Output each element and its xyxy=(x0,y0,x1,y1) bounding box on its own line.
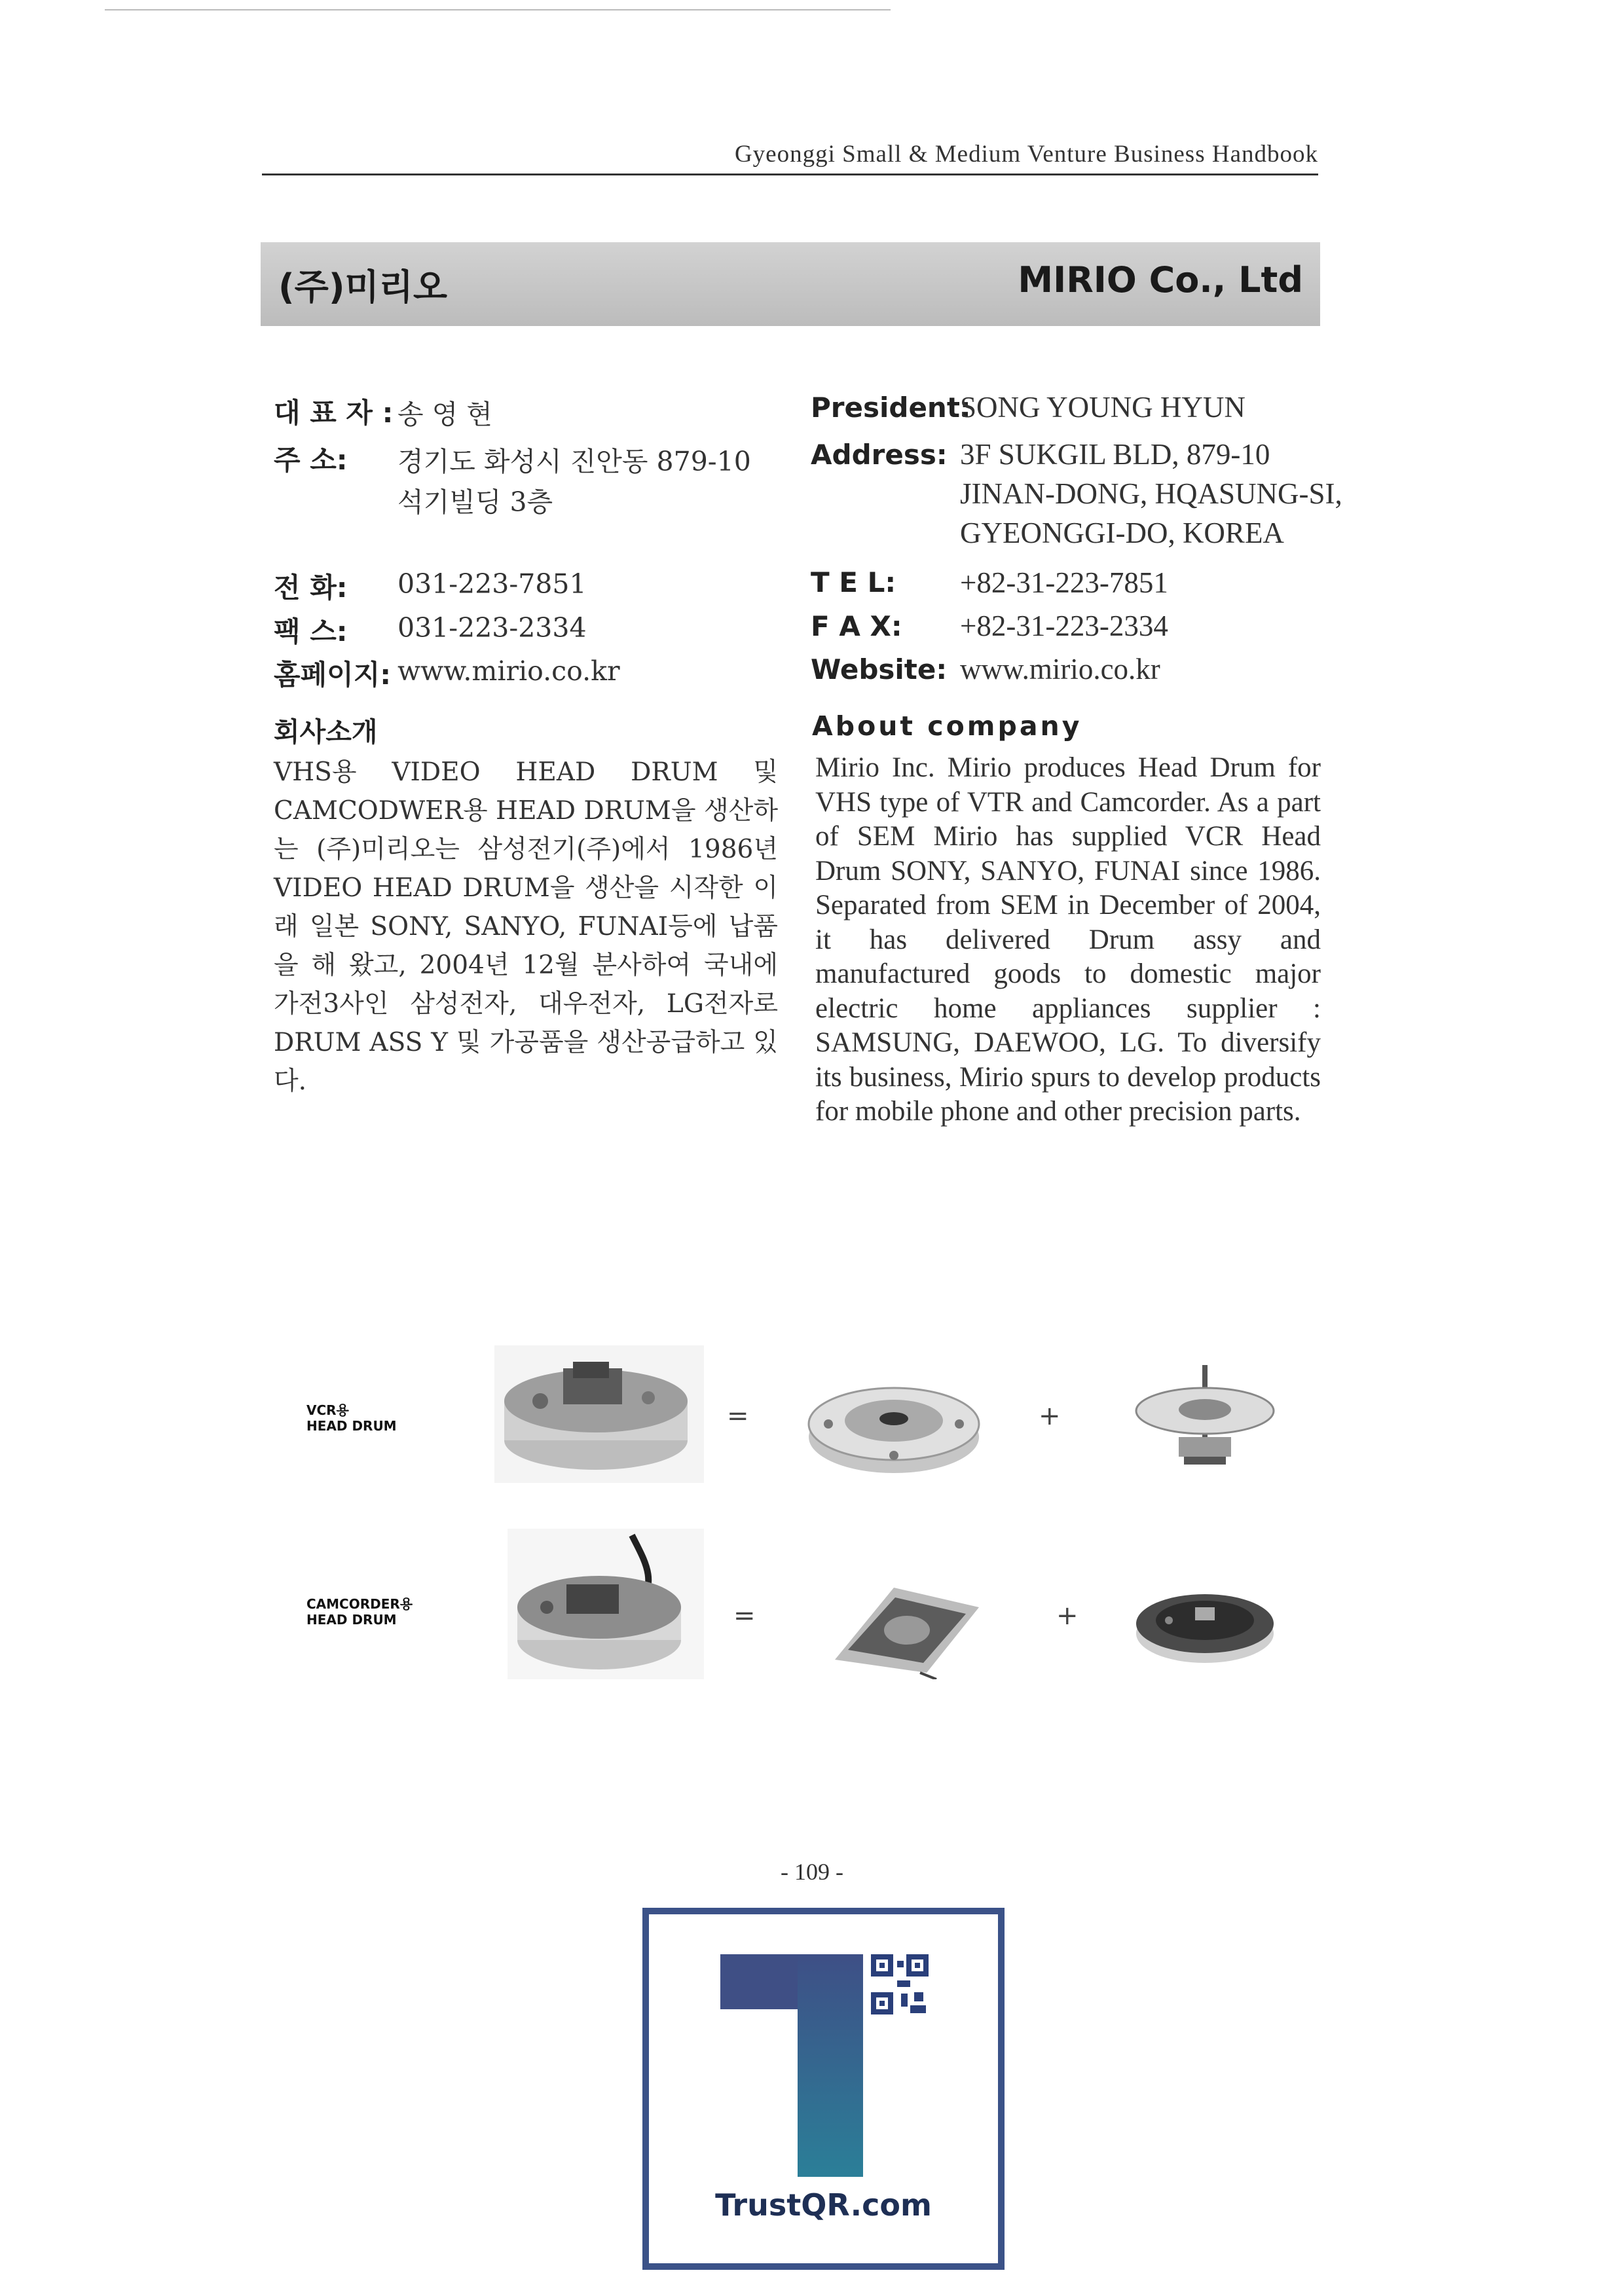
about-text-ko: VHS용 VIDEO HEAD DRUM 및 CAMCODWER용 HEAD DRUM을 생산하는 (주)미리오는 삼성전기(주)에서 1986년 VIDEO HEAD DRUM을 생산을 시작한 이래 일본 SONY, SANYO, FUNAI등에 납품을 해 왔고, 2004년 12월 분사하여 국내에 가전3사인 삼성전자, 대우전자, LG전자로 DRUM ASS Y 및 가공품을 생산공급하고 있다. xyxy=(274,757,778,1096)
address-line-2-ko: 석기빌딩 3층 xyxy=(397,486,553,518)
tel-label-en: T E L: xyxy=(811,566,896,598)
camcorder-drum-label: CAMCORDER용 HEAD DRUM xyxy=(306,1596,413,1628)
about-text-en: Mirio Inc. Mirio produces Head Drum for VHS type of VTR and Camcorder. As a part of SEM Mirio has supplied VCR Head Drum SONY, SANYO, FUNAI since 1986. Separated from SEM in December of 2004, it has delivered Drum assy and manufactured goods to domestic major electric home appliances supplier : SAMSUNG, DAEWOO, LG. To diversify its business, Mirio spurs to develop products for mobile phone and other precision parts. xyxy=(815,752,1321,1127)
vcr-head-drum-photo xyxy=(494,1345,704,1483)
tel-label-ko: 전 화: xyxy=(274,572,348,604)
web-label-ko: 홈페이지: xyxy=(274,659,392,691)
company-name-ko: (주)미리오 xyxy=(278,266,448,308)
camcorder-head-drum-photo xyxy=(507,1529,704,1679)
fax-value-ko: 031-223-2334 xyxy=(397,612,587,644)
trustqr-logo xyxy=(720,1954,930,2183)
trustqr-watermark-text: TrustQR.com xyxy=(715,2187,932,2223)
president-value-ko: 송 영 현 xyxy=(397,399,492,430)
about-heading-ko: 회사소개 xyxy=(274,716,378,748)
vcr-drum-rotor-photo xyxy=(1126,1358,1283,1476)
camcorder-drum-base-photo xyxy=(822,1568,992,1679)
web-value-ko: www.mirio.co.kr xyxy=(397,655,620,687)
tel-value-en: +82-31-223-7851 xyxy=(960,566,1168,599)
camcorder-drum-rotor-photo xyxy=(1130,1575,1280,1673)
president-value-en: SONG YOUNG HYUN xyxy=(960,391,1246,424)
company-name-en: MIRIO Co., Ltd xyxy=(1018,259,1303,301)
web-value-en: www.mirio.co.kr xyxy=(960,653,1160,685)
address-label-en: Address: xyxy=(811,439,948,471)
fax-value-en: +82-31-223-2334 xyxy=(960,610,1168,642)
web-label-en: Website: xyxy=(811,653,948,685)
address-line-1-ko: 경기도 화성시 진안동 879-10 xyxy=(397,446,751,477)
president-label-ko: 대 표 자 : xyxy=(274,397,394,429)
address-line-3-en: GYEONGGI-DO, KOREA xyxy=(960,517,1284,549)
address-line-1-en: 3F SUKGIL BLD, 879-10 xyxy=(960,438,1270,471)
tel-value-ko: 031-223-7851 xyxy=(397,568,587,600)
plus-sign-1: + xyxy=(1039,1401,1061,1431)
vcr-drum-base-photo xyxy=(802,1358,986,1483)
scan-top-line xyxy=(105,9,891,10)
equals-sign-2: = xyxy=(733,1601,756,1631)
address-label-ko: 주 소: xyxy=(274,444,348,476)
running-header: Gyeonggi Small & Medium Venture Business Handbook xyxy=(734,141,1318,168)
equals-sign-1: = xyxy=(727,1401,749,1431)
president-label-en: President: xyxy=(811,392,971,424)
page-number: - 109 - xyxy=(781,1859,843,1885)
address-line-2-en: JINAN-DONG, HQASUNG-SI, xyxy=(960,477,1342,510)
about-heading-en: About company xyxy=(812,710,1082,742)
fax-label-ko: 팩 스: xyxy=(274,615,348,647)
vcr-drum-label: VCR용 HEAD DRUM xyxy=(306,1402,397,1434)
plus-sign-2: + xyxy=(1056,1601,1079,1631)
header-rule xyxy=(262,173,1318,175)
fax-label-en: F A X: xyxy=(811,610,902,642)
